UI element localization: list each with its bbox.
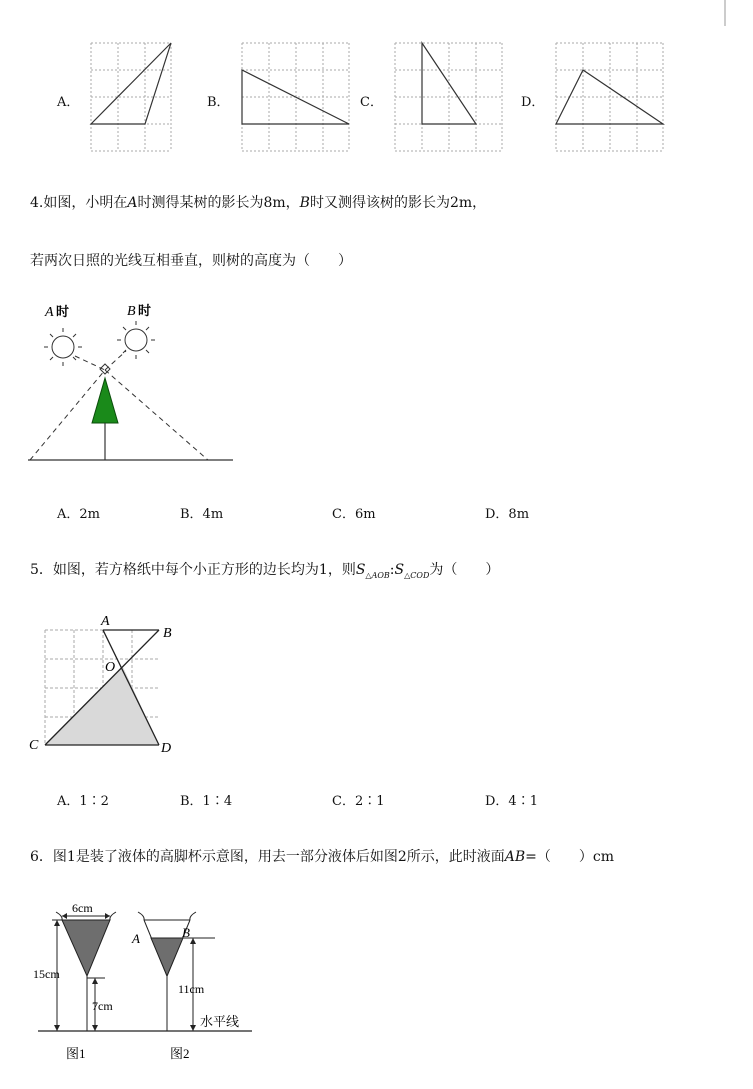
q4-fig-label-b-letter: B <box>127 304 136 319</box>
q5-stem-text: 为（ ） <box>429 562 500 578</box>
q4-figure <box>25 298 240 468</box>
q5-option-d[interactable]: D．4∶1 <box>485 794 538 809</box>
q4-option-c[interactable]: C．6m <box>332 507 376 522</box>
q6-figure <box>30 898 260 1070</box>
q5-stem-text: 5．如图，若方格纸中每个小正方形的边长均为1，则 <box>30 562 356 578</box>
q5-point-d: D <box>161 741 172 756</box>
page-corner-mark-top-left <box>0 0 26 26</box>
q5-point-c: C <box>29 738 39 753</box>
q5-option-a[interactable]: A．1∶2 <box>57 794 109 809</box>
q6-stem-text: 6．图1是装了液体的高脚杯示意图，用去一部分液体后如图2所示，此时液面 <box>30 849 505 865</box>
q5-area-symbol: S <box>394 562 405 578</box>
q6-fig2-caption: 图2 <box>170 1046 190 1061</box>
q5-area-subscript: △COD <box>404 570 430 580</box>
q5-area-symbol: S <box>355 562 366 578</box>
q6-fig1-caption: 图1 <box>66 1046 86 1061</box>
q5-option-b[interactable]: B．1∶4 <box>180 794 233 809</box>
q4-stem-text: 4.如图，小明在 <box>30 195 128 211</box>
q4-option-b[interactable]: B．4m <box>180 507 224 522</box>
q6-width-label: 6cm <box>72 901 93 915</box>
q5-point-o: O <box>105 660 116 675</box>
tree-icon <box>92 378 118 460</box>
q6-height-7-label: 7cm <box>92 999 113 1013</box>
q3-option-a-figure <box>88 40 172 152</box>
q4-fig-label-b-text: 时 <box>138 303 152 318</box>
q4-stem-line1 <box>30 192 486 212</box>
q6-height-11-label: 11cm <box>178 982 205 996</box>
q3-option-d-figure <box>553 40 665 152</box>
q4-option-a[interactable]: A．2m <box>57 507 100 522</box>
q4-var-a: A <box>127 195 138 211</box>
q4-var-b: B <box>299 195 310 211</box>
q3-option-c-figure <box>392 40 504 152</box>
q3-option-b-label[interactable]: B． <box>207 95 230 110</box>
q4-fig-label-a-letter: A <box>45 305 54 320</box>
sun-icon <box>44 328 82 366</box>
q6-stem <box>30 846 614 866</box>
q4-option-d[interactable]: D．8m <box>485 507 530 522</box>
q4-stem-text: 时又测得该树的影长为2m， <box>309 195 487 211</box>
q4-stem-line2: 若两次日照的光线互相垂直，则树的高度为（ ） <box>30 253 352 269</box>
q3-option-b-figure <box>239 40 351 152</box>
q5-stem <box>30 559 499 580</box>
q6-height-15-label: 15cm <box>33 967 60 981</box>
q5-point-b: B <box>163 626 172 641</box>
q6-level-label: 水平线 <box>200 1014 240 1029</box>
q3-option-c-label[interactable]: C． <box>360 95 383 110</box>
q3-option-d-label[interactable]: D． <box>521 95 545 110</box>
q4-stem-text: 时测得某树的影长为8m， <box>137 195 300 211</box>
q5-figure <box>25 610 185 758</box>
q6-stem-text: =（ ）cm <box>525 849 614 865</box>
q4-fig-label-a-text: 时 <box>56 304 70 319</box>
page-corner-mark-top-right <box>724 0 750 26</box>
q5-colon: : <box>389 562 395 578</box>
q6-point-a: A <box>132 931 140 946</box>
q6-point-b: B <box>182 925 190 940</box>
q5-area-subscript: △AOB <box>365 570 390 580</box>
q6-var-ab: AB <box>504 849 526 865</box>
sun-icon <box>117 321 155 359</box>
q5-option-c[interactable]: C．2∶1 <box>332 794 385 809</box>
q3-option-a-label[interactable]: A． <box>57 95 80 110</box>
q5-point-a: A <box>101 614 110 629</box>
